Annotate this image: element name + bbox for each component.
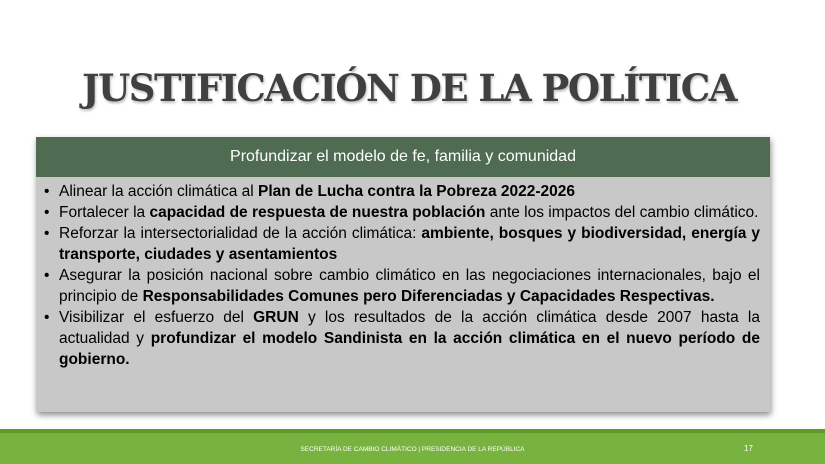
list-item: • Alinear la acción climática al Plan de Lucha contra la Pobreza 2022-2026	[44, 183, 576, 200]
list-item: • Asegurar la posición nacional sobre cambio climático en las negociaciones internacionales, bajo el principio de Responsabilidades Comunes pero Diferenciadas y Capacidades Respectivas.	[44, 267, 760, 305]
list-item: • Reforzar la intersectorialidad de la acción climática: ambiente, bosques y biodiversidad, energía y transporte, ciudades y asentamientos	[44, 225, 760, 263]
list-item: • Visibilizar el esfuerzo del GRUN y los resultados de la acción climática desde 2007 hasta la actualidad y profundizar el modelo Sandinista en la acción climática en el nuevo período de gobierno.	[44, 309, 760, 368]
bullet-icon: •	[44, 309, 50, 326]
list-item: • Fortalecer la capacidad de respuesta de nuestra población ante los impactos del cambio climático.	[44, 204, 759, 221]
bullet-icon: •	[44, 225, 50, 242]
bullet-icon: •	[44, 183, 50, 200]
bullet-icon: •	[44, 204, 50, 221]
page-number: 17	[744, 444, 753, 453]
card-header-label: Profundizar el modelo de fe, familia y comunidad	[230, 148, 576, 165]
bullet-icon: •	[44, 267, 50, 284]
slide-title: JUSTIFICACIÓN DE LA POLÍTICA	[82, 66, 736, 110]
bullet-list	[44, 181, 760, 370]
card-body	[36, 177, 770, 412]
content-card	[36, 137, 770, 412]
footer-text: SECRETARÍA DE CAMBIO CLIMÁTICO | PRESIDENCIA DE LA REPÚBLICA	[300, 446, 525, 453]
card-header	[36, 137, 770, 177]
